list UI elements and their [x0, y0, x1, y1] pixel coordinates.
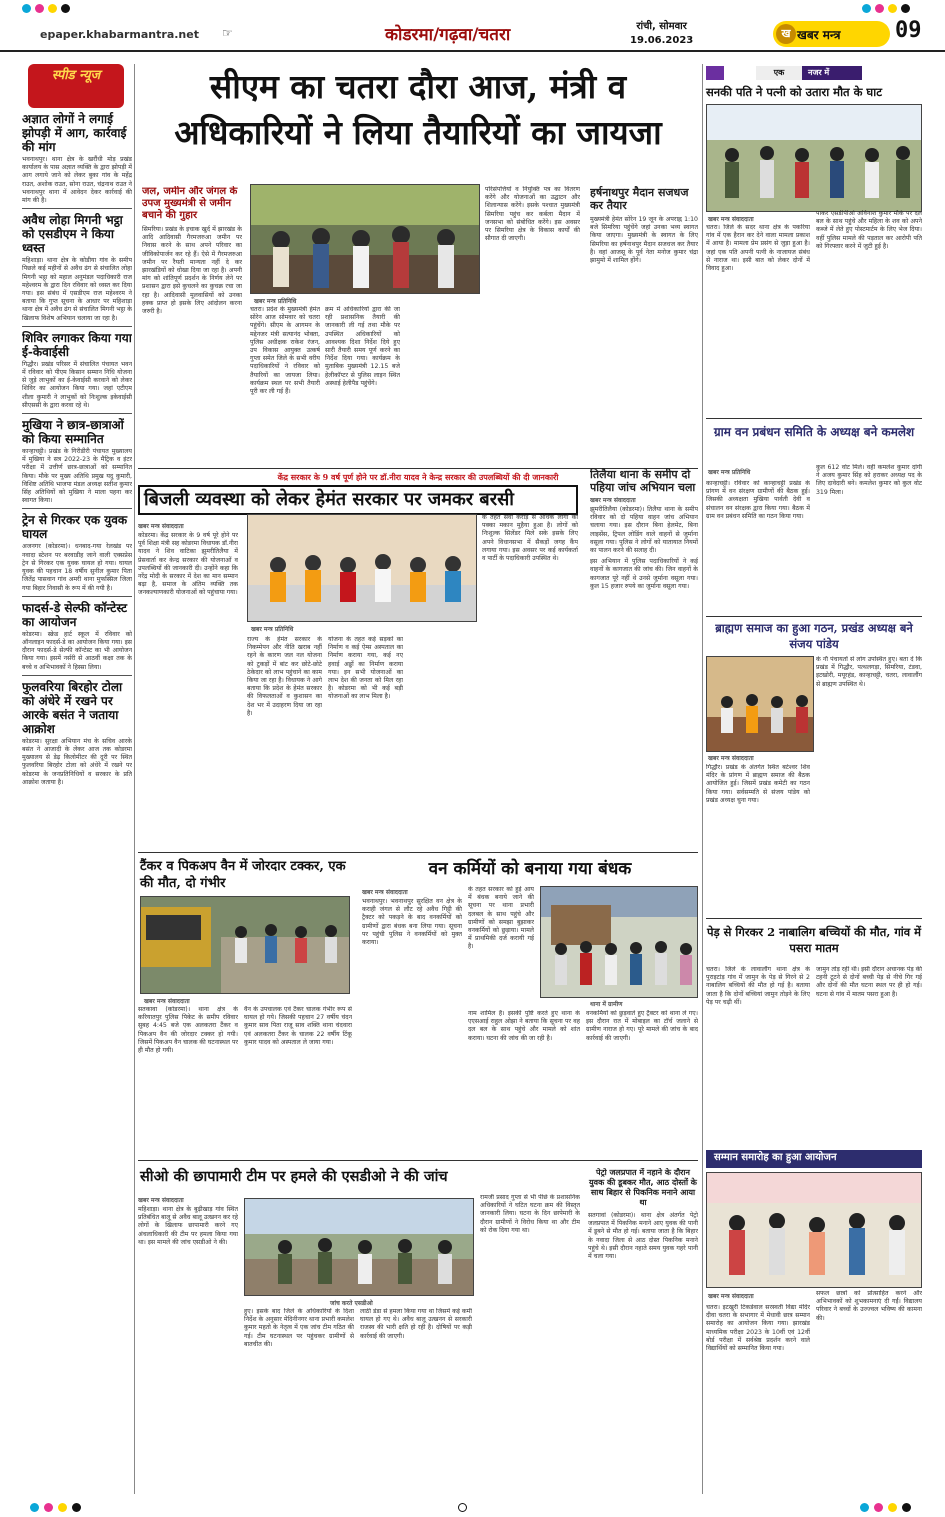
- left-item: [22, 331, 132, 410]
- felicitation-image: [707, 1173, 922, 1288]
- cho-body: रामजी प्रसाद गुप्ता से भी पीछे के प्रशासनिक अधिकारियों ने घटित घटना क्रम की विस्तृत जानकारी लिया। घटना के दिन छापेमारी के दौरान ग्रामीणों ने विरोध किया था और टीम को रोक दिया गया था।: [480, 1194, 580, 1234]
- left-item: [22, 680, 132, 787]
- crowd-police-image: [707, 105, 922, 212]
- accident-image: [141, 897, 350, 994]
- gram-col-a: [706, 480, 810, 612]
- kendra-body: के तहत सवा करोड़ से अधिक लोगों को पक्का मकान मुहैया हुआ है। लोगों को निःशुल्क सिलेंडर मिले सके इसके लिए अपने विधानसभा में सैकड़ों जगह कैंप लगाया गया। इस अवसर पर कई कार्यकर्ता व पार्टी के पदाधिकारी उपस्थित थे।: [482, 514, 578, 563]
- cho-col-b: [244, 1308, 354, 1494]
- registration-mark: [58, 1503, 67, 1512]
- left-item-body: भवनाथपुर। थाना क्षेत्र के खरौंधी मोड़ प्रखंड कार्यालय के पास अज्ञात व्यक्ति के द्वारा झोपड़ी में आग लगाये जाने को लेकर बुका गांव के महेंद्र राउत, अशोक राउत, सोना राउत, चंद्रनाथ राउत ने भवनाथपुर थाना में आवेदन देकर कार्रवाई की मांग की है।: [22, 156, 132, 205]
- lead-side-body: सिमरिया। प्रखंड के इचाक खुर्द में झारखंड के आदि आदिवासी गैरमजरुआ जमीन पर निवास करने के साथ अपने परिवार का जीविकोपार्जन कर रहे हैं। ऐसे में गैरमजरुआ जमीन पर रैयती मान्यता नहीं दे कर झारखंडियों को धोखा दिया जा रहा है। अपनी मांग को शांतिपूर्ण प्रदर्शन के निर्णय लेने पर प्रशासन द्वारा इसे कुचलने का कुचक्र रचा जा रहा है। आदिवासी मूलवासियों को उनका हक्क प्राप्त हो इसके लिए आंदोलन करना जरुरी है।: [142, 226, 242, 316]
- tree-headline: पेड़ से गिरकर 2 नाबालिग बच्चियों की मौत, गांव में पसरा मातम: [706, 925, 922, 955]
- brahman-col-a: [706, 764, 810, 914]
- lead-body-col-c: [485, 186, 580, 466]
- tree-col-a: [706, 966, 810, 1144]
- kendra-col-c: [328, 636, 403, 850]
- lead-side-title: जल, जमीन और जंगल के उपज मुख्यमंत्री से जमीन बचाने की गुहार: [142, 186, 238, 221]
- left-item: [22, 513, 132, 592]
- forest-body: वनकर्मियों को छुड़वाते हुए ट्रैक्टर को थाना ले गए। इस दौरान रात में मोबाइल का टॉर्च जलाने से ग्रामीण नाराज हो गए। पूरे मामले की जांच के बाद कार्रवाई की जाएगी।: [586, 1010, 698, 1042]
- registration-mark: [860, 1503, 869, 1512]
- brahman-body: गिद्धौर। प्रखंड के अंतर्गत स्थित बटेश्वर शिव मंदिर के प्रांगण में ब्राह्मण समाज की बैठक आयोजित हुई। जिसमें प्रखंड कमेटी का गठन किया गया। सर्वसम्मति से संजय पांडेय को प्रखंड अध्यक्ष चुना गया।: [706, 764, 810, 804]
- forest-headline: वन कर्मियों को बनाया गया बंधक: [428, 859, 632, 879]
- samman-body: सफल छात्रों को प्रोत्साहित करने और अभिभावकों को शुभकामनाएं दी गईं। विद्यालय परिवार ने बच्चों के उज्ज्वल भविष्य की कामना की।: [816, 1290, 922, 1322]
- registration-mark: [44, 1503, 53, 1512]
- date: 19.06.2023: [630, 35, 694, 46]
- brahman-headline: ब्राह्मण समाज का हुआ गठन, प्रखंड अध्यक्ष बने संजय पांडेय: [715, 621, 913, 651]
- city-day: रांची, सोमवार: [636, 21, 687, 32]
- tree-body: चतरा। जिले के लावालौंग थाना क्षेत्र के पुराइटांड़ गांव में जामुन के पेड़ से गिरने से 2 नाबालिग बच्चियों की मौत हो गई है। बताया जाता है कि दोनों बच्चियां जामुन तोड़ने के लिए पेड़ पर चढ़ी थीं।: [706, 966, 810, 1006]
- right-top-body: पाकर एसडीपीओ अविनाश कुमार मौके पर दल बल के साथ पहुंचे और महिला के शव को अपने कब्जे में लेते हुए पोस्टमार्टम के लिए भेज दिया। वहीं पुलिस मामले की पड़ताल कर आरोपी पति को गिरफ्तार करने में जुटी हुई है।: [816, 210, 922, 250]
- left-item-body: कोडरमा। स्क्रेड हार्ट स्कूल में रविवार को ऑनलाइन फादर्स-डे का आयोजन किया गया। इस दौरान फादर्स-डे सेल्फी कॉन्टेस्ट का भी आयोजन किया गया। इसमें नर्सरी से आठवीं कक्षा तक के बच्चे व अभिभावकों ने हिस्सा लिया।: [22, 630, 132, 671]
- registration-mark: [72, 1503, 81, 1512]
- meeting-image: [248, 515, 477, 622]
- kendra-col-a: [138, 520, 238, 850]
- registration-mark: [61, 4, 70, 13]
- tempo-photo: [140, 896, 350, 994]
- section-title: कोडरमा/गढ़वा/चतरा: [385, 25, 511, 45]
- tilaiya-story: [590, 468, 698, 848]
- crowd-image: [251, 185, 480, 294]
- cho-col-d: [480, 1194, 580, 1494]
- brahman-body: के नौ पंचायतों से लोग उपस्थित हुए। बता दें कि प्रखंड में गिद्धौर, पत्थलगड़ा, सिमरिया, टंडवा, इटखोरी, मयूरहंड, कान्हाचट्टी, चतरा, लावालौंग से ब्राह्मण उपस्थित थे।: [816, 656, 922, 688]
- samman-col-a: [706, 1304, 810, 1494]
- samman-col-b: [816, 1290, 922, 1494]
- registration-mark: [458, 1503, 467, 1512]
- forest-body: के तहत सरकार को हुई आय में बंधक बनाये जाने की सूचना पर थाना प्रभारी दलबल के साथ पहुंचे और ग्रामीणों को समझा बुझाकर वनकर्मियों को छुड़ाया। मामले में प्राथमिकी दर्ज करायी गई है।: [468, 886, 534, 951]
- samman-body: चतरा। इटखुरी टिकडेवाल सरस्वती विद्या मंदिर दीवा चतरा के सभागार में मेधावी छात्र सम्मान समारोह का आयोजन किया गया। झारखंड माध्यमिक परीक्षा 2023 के 10वीं एवं 12वीं बोर्ड परीक्षा में सर्वश्रेष्ठ प्रदर्शन करने वाले विद्यार्थियों को सम्मानित किया गया।: [706, 1304, 810, 1353]
- registration-mark: [862, 4, 871, 13]
- left-item-body: महिशाड़ा। थाना क्षेत्र के कोडीया गांव के समीप पिछले कई महीनों से अवैध ढंग से संचालित लोहा मिगनी भट्ठा को महाल अनुमंडल पदाधिकारी राज महेश्वरम के द्वारा दिन रविवार को ध्वस्त कर दिया गया। इस संबंध में एसडीएम राज महेश्वरम ने बताया कि गुप्त सूचना के आधार पर महिशाड़ा थाना क्षेत्र में अवैध ढंग से संचालित मिगनी भट्ठा के खिलाफ विशेष अभियान चलाया जा रहा है।: [22, 257, 132, 322]
- registration-mark: [874, 1503, 883, 1512]
- kendra-col-d: [482, 514, 578, 850]
- tag-bar: [706, 66, 724, 80]
- lead-side-column: [142, 186, 242, 466]
- lead-photo: [250, 184, 480, 294]
- registration-mark: [875, 4, 884, 13]
- speed-news-column: [22, 64, 132, 1494]
- registration-mark: [48, 4, 57, 13]
- youth-headline: पेट्रो जलप्रपात में नहाने के दौरान युवक की डूबकर मौत, आठ दोस्तों के साथ बिहार से पिकनिक मनाने आया था: [589, 1168, 697, 1207]
- forest-body: भवनाथपुर। भवनाथपुर सुरक्षित वन क्षेत्र के कराही जंगल से लौट रहे अवैध गिट्टी की ट्रैक्टर को पकड़ने के बाद वनकर्मियों को ग्रामीणों द्वारा बंधक बना लिया गया। सूचना पर पहुंची पुलिस ने वनकर्मियों को मुक्त कराया।: [362, 898, 462, 947]
- samman-photo: [706, 1172, 922, 1288]
- registration-mark: [35, 4, 44, 13]
- left-item: [22, 112, 132, 205]
- tilaiya-headline: तिलैया थाना के समीप दो पहिया जांच अभियान चला: [590, 468, 696, 494]
- kendra-body: योजना के तहत कई सड़कों का निर्माण व कई ऐम्स अस्पताल का निर्माण कराया गया, कई नए हवाई अड्डों का निर्माण कराया गया। इन सभी योजनाओं का लाभ देश की जनता को मिल रहा है। कोडरमा को भी कई बड़ी योजनाओं का लाभ मिला है।: [328, 636, 403, 701]
- forest-body: नाम शामिल है। इसकी पुष्टि करते हुए थाना के एएसआई राहुल ओझा ने बताया कि सूचना पर वह दल बल के साथ पहुंचे और मामले को शांत कराया। घटना की जांच की जा रही है।: [468, 1010, 580, 1042]
- speed-news-badge: स्पीड न्यूज: [28, 64, 124, 108]
- kendra-body: राज्य के हेमंत सरकार के निकम्मेपन और नीति खराब नहीं रहने के कारण जल नल योजना को टुकड़ों में बांट कर छोटे-छोटे ठेकेदार को लाभ पहुंचाने का काम किया जा रहा है। विधायक ने आगे बताया कि प्रदेश के हेमंत सरकार की विफलताओं व कुशासन का देश भर में उदाहरण दिया जा रहा है।: [247, 636, 322, 717]
- lead-box: [590, 186, 698, 466]
- left-item-title: अज्ञात लोगों ने लगाई झोपड़ी में आग, कार्रवाई की मांग: [22, 112, 127, 154]
- brahman-col-b: [816, 656, 922, 914]
- gram-headline: ग्राम वन प्रबंधन समिति के अध्यक्ष बने कमलेश: [713, 425, 915, 439]
- youth-body: सतगावां (कोडरमा)। थाना क्षेत्र अंतर्गत पेट्रो जलप्रपात में पिकनिक मनाने आए युवक की पानी में डूबने से मौत हो गई। बताया जाता है कि बिहार के नवादा जिला से आठ दोस्त पिकनिक मनाने पहुंचे थे। इसी दौरान नहाते समय युवक गहरे पानी में चला गया।: [588, 1212, 698, 1261]
- kendra-kicker: केंद्र सरकार के 9 वर्ष पूर्ण होने पर डॉ.नीरा यादव ने केन्द्र सरकार की उपलब्धियों की दी जानकारी: [277, 472, 559, 482]
- byline: खबर मन्त्र संवाददाता: [138, 1197, 184, 1204]
- lead-body: परिसंपत्तियों व नियुक्ति पत्र का वितरण करेंगे और योजनाओं का उद्घाटन और शिलान्यास करेंगे। इसके पश्चात मुख्यमंत्री सिमरिया पहुंच कर कर्बला मैदान में जनसभा को संबोधित करेंगे। इस अवसर पर सिमरिया क्षेत्र के विकास कार्यों की सौगात दी जाएगी।: [485, 186, 580, 243]
- tempo-col-b: [244, 1006, 352, 1154]
- page-number: 09: [895, 18, 922, 43]
- cho-body: लाठी डंडा से हमला किया गया था जिसमें कई कर्मी घायल हो गए थे। अवैध बालू उत्खनन से सरकारी राजस्व की भारी क्षति हो रही है। दोषियों पर कड़ी कार्रवाई की जाएगी।: [360, 1308, 472, 1340]
- forest-col-d: [586, 1010, 698, 1154]
- left-item-title: शिविर लगाकर किया गया ई-केवाईसी: [22, 330, 132, 359]
- left-item-title: मुखिया ने छात्र-छात्राओं को किया सम्मानित: [22, 418, 124, 447]
- cho-col-c: [360, 1308, 472, 1494]
- photo-caption: खबर मन्त्र प्रतिनिधि: [251, 626, 294, 633]
- lead-body-col-b: [325, 306, 400, 466]
- crowd-at-police-station-image: [541, 887, 698, 998]
- left-item-body: गिद्धौर। प्रखंड परिसर में संचालित पंचायत भवन में रविवार को पीएम किसान सम्मान निधि योजना से जुड़े लाभुकों का ई-केवाईसी करवाने को लेकर शिविर का आयोजन किया गया। जहां एटीएम शीला कुमारी ने लाभुकों को निःशुल्क इकेवाईसी सीएससी के द्वारा करवा रहे थे।: [22, 360, 132, 409]
- lead-body: क्रम में अधिकारियों द्वारा की जा रही प्रशासनिक तैयारी की जानकारी ली गई तथा मौके पर उपस्थित अधिकारियों को आवश्यक दिशा निर्देश दिये हुए सारी तैयारी समय पूर्ण करने का निर्देश दिया गया। कार्यक्रम के मुताबिक मुख्यमंत्री 12.15 बजे हेलीकॉप्टर से पुलिस लाइन स्थित अस्थाई हेलीपैड पहुंचेंगे।: [325, 306, 400, 387]
- lead-headline: सीएम का चतरा दौरा आज, मंत्री व अधिकारियों ने लिया तैयारियों का जायजा: [174, 67, 662, 152]
- left-item: [22, 601, 132, 672]
- cho-headline: सीओ की छापामारी टीम पर हमले की एसडीओ ने की जांच: [140, 1168, 448, 1185]
- ek-label: एक: [756, 66, 802, 80]
- kendra-col-b: [247, 636, 322, 850]
- brand-mark-icon: ख: [776, 24, 796, 44]
- lead-box-title: हर्षनाथपुर मैदान सजधज कर तैयार: [590, 186, 689, 212]
- left-item: [22, 418, 132, 505]
- photo-caption: खबर मन्त्र संवाददाता: [708, 216, 754, 223]
- tempo-body: वैन के उपचालक एवं टैंकर चालक गंभीर रूप से घायल हो गये। जिसकी पहचान 27 वर्षीय चंदन कुमार साव पिता राजू साव शक्ति थाना चंदवारा एवं अलकतरा टैंकर के चालक 22 वर्षीय टिंकू कुमार यादव को अस्पताल ले जाया गया।: [244, 1006, 352, 1046]
- left-item-title: ट्रेन से गिरकर एक युवक घायल: [22, 513, 128, 542]
- registration-mark: [30, 1503, 39, 1512]
- registration-mark: [902, 1503, 911, 1512]
- right-top-col-b: [816, 210, 922, 414]
- byline: खबर मन्त्र संवाददाता: [362, 889, 408, 896]
- cho-body: महिशाड़ा। थाना क्षेत्र के बुढ़ीखाड़ गांव स्थित प्रतिबंधित बालू से अवैध बालू उत्खनन कर रहे लोगों के खिलाफ छापामारी करने गए अंचलाधिकारी की टीम पर हमला किया गया था। इस मामले की जांच एसडीओ ने की।: [138, 1206, 238, 1246]
- registration-mark: [888, 4, 897, 13]
- brand-name: खबर मन्त्र: [797, 28, 841, 42]
- forest-photo: [540, 886, 698, 998]
- lead-body-col-a: [250, 306, 320, 466]
- cho-col-a: [138, 1194, 238, 1494]
- registration-mark: [888, 1503, 897, 1512]
- photo-caption: जांच करते एसडीओ: [330, 1300, 373, 1307]
- nazar-label: नजर में: [802, 66, 862, 80]
- brand-logo: [773, 21, 890, 47]
- cho-body: हुए। इसके बाद जिले के अधिकारियों के दिशा निर्देश के अनुसार मेदिनीनगर थाना प्रभारी कमलेश कुमार महतो के नेतृत्व में एक जांच टीम गठित की गई। टीम घटनास्थल पर पहुंचकर ग्रामीणों से बातचीत की।: [244, 1308, 354, 1348]
- photo-caption: खबर मन्त्र प्रतिनिधि: [708, 469, 751, 476]
- gathering-image: [707, 657, 814, 752]
- forest-col-b: [468, 886, 534, 1002]
- tilaiya-body: झुमरीतिलैया (कोडरमा)। तिलैया थाना के समीप रविवार को दो पहिया वाहन जांच अभियान चलाया गया। इस दौरान बिना हेलमेट, बिना लाइसेंस, ट्रिपल लोडिंग वाले वाहनों से जुर्माना वसूला गया। पुलिस ने लोगों को यातायात नियमों का पालन करने की सलाह दी।: [590, 506, 698, 555]
- right-top-col-a: [706, 224, 810, 414]
- photo-caption: खबर मन्त्र प्रतिनिधि: [254, 298, 297, 305]
- byline: खबर मन्त्र संवाददाता: [138, 523, 184, 530]
- left-item-title: अवैध लोहा मिगनी भट्ठा को एसडीएम ने किया ध्वस्त: [22, 213, 123, 256]
- gram-col-b: [816, 464, 922, 612]
- left-item: [22, 213, 132, 323]
- tempo-body: सतकावा (कोडरमा)। थाना क्षेत्र के करियातपुर पुलिस पिकेट के समीप रविवार सुबह 4:45 बजे एक अलकतरा टैंकर व पिकअप वैन की जोरदार टक्कर हो गयी। जिसमें पिकअप वैन चालक की घटनास्थल पर ही मौत हो गयी।: [138, 1006, 238, 1055]
- forest-col-c: [468, 1010, 580, 1154]
- photo-caption: खबर मन्त्र संवाददाता: [708, 755, 754, 762]
- officials-inspection-image: [245, 1199, 474, 1296]
- registration-mark: [901, 4, 910, 13]
- forest-col-a: [362, 886, 462, 1154]
- kendra-photo: [247, 514, 477, 622]
- tempo-headline: टैंकर व पिकअप वैन में जोरदार टक्कर, एक की मौत, दो गंभीर: [140, 859, 346, 891]
- brahman-photo: [706, 656, 814, 752]
- right-top-body: चतरा। जिले के सदर थाना क्षेत्र के पकरिया गांव में एक हैरान कर देने वाला मामला प्रकाश में आया है। मामला प्रेम प्रसंग से जुड़ा हुआ है। जहां एक पति अपनी पत्नी के नाजायज संबंध से नाराज था। इसी बात को लेकर दोनों में विवाद हुआ।: [706, 224, 810, 273]
- byline: खबर मन्त्र संवाददाता: [590, 497, 636, 504]
- left-item-body: कोडरमा। सुरक्षा अभियान मंच के सचिव आरके बसंत ने आजादी के लेकर आज तक कोडरमा मुख्यालय से डेढ़ किलोमीटर की दूरी पर स्थित फुलवरिया बिरहोर टोला को अंधेरे में रखने पर कोडरमा के जनप्रतिनिधियों व सरकार के प्रति आक्रोश जताया है।: [22, 737, 132, 786]
- cho-photo: [244, 1198, 474, 1296]
- youth-story: [588, 1168, 698, 1494]
- photo-caption: थाना में ग्रामीण: [590, 1001, 623, 1008]
- page-header: [0, 18, 945, 52]
- tempo-col-a: [138, 1006, 238, 1154]
- registration-mark: [22, 4, 31, 13]
- site-url-link[interactable]: epaper.khabarmantra.net: [40, 28, 199, 41]
- tree-col-b: [816, 966, 922, 1144]
- kendra-body: कोडरमा। केंद्र सरकार के 9 वर्ष पूरे होने पर पूर्व शिक्षा मंत्री सह कोडरमा विधायक डॉ.नीरा यादव ने शिव वाटिका झुमरीतिलैया में प्रेसवार्ता कर केन्द्र सरकार की योजनाओं व उपलब्धियों की जानकारी दी। उन्होंने कहा कि नरेंद्र मोदी के सरकार में देश का मान सम्मान बढ़ा है, समाज के अंतिम व्यक्ति तक जनकल्याणकारी योजनाओं को पहुंचाया गया।: [138, 532, 238, 597]
- left-item-body: अजनगर (कोडरमा)। धनबाद-गया रेलखंड पर नवादा स्टेशन पर बरवाडीह जाने वाली एक्सप्रेस ट्रेन से गिरकर एक युवक घायल हो गया। घायल युवक की पहचान 18 वर्षीय सुनील कुमार पिता जितेंद्र पासवान गांव अमरी थाना मुफस्सिल जिला गया बिहार निवासी के रूप में की गयी है।: [22, 543, 132, 592]
- pointer-icon: ☞: [222, 26, 233, 40]
- ek-nazar-tag: [706, 66, 918, 81]
- dateline: [630, 20, 693, 48]
- tree-body: जामुन तोड़ रही थी। इसी दौरान अचानक पेड़ की टहनी टूटने से दोनों बच्ची पेड़ से नीचे गिर गई और दोनों की मौत घटना स्थल पर ही हो गई। घटना से गांव में मातम पसरा हुआ है।: [816, 966, 922, 998]
- kendra-headline: बिजली व्यवस्था को लेकर हेमंत सरकार पर जमकर बरसी: [138, 485, 578, 515]
- samman-headline: सम्मान समारोह का हुआ आयोजन: [706, 1150, 922, 1168]
- right-top-headline: सनकी पति ने पत्नी को उतारा मौत के घाट: [706, 85, 883, 99]
- lead-body: चतरा। प्रदेश के मुख्यमंत्री हेमंत सोरेन आज सोमवार को चतरा पहुंचेंगे। सीएम के आगमन के मद्देनजर मंत्री सत्यानंद भोक्ता, पुलिस अधीक्षक राकेश रंजन, उप विकास आयुक्त उत्कर्ष गुप्ता समेत जिले के सभी वरीय पदाधिकारियों ने रविवार को तैयारियों का जायजा लिया। कार्यक्रम स्थल पर सभी तैयारी पूरी कर ली गई हैं।: [250, 306, 320, 396]
- photo-caption: खबर मन्त्र संवाददाता: [708, 1293, 754, 1300]
- right-top-photo: [706, 104, 922, 212]
- left-item-title: फादर्स-डे सेल्फी कॉन्टेस्ट का आयोजन: [22, 600, 128, 629]
- gram-body: कुल 612 वोट मिले। वहीं कमलेश कुमार दांगी ने अजय कुमार सिंह को हराकर अध्यक्ष पद के लिए दावेदारी बने। कमलेश कुमार को कुल वोट 319 मिला।: [816, 464, 922, 496]
- photo-caption: खबर मन्त्र संवाददाता: [144, 998, 190, 1005]
- left-item-title: फुलवरिया बिरहोर टोला को अंधेरे में रखने पर आरके बसंत ने जताया आक्रोश: [22, 679, 123, 736]
- lead-box-body: मुख्यमंत्री हेमंत सोरेन 19 जून के अपराह्न 1:10 बजे सिमरिया पहुंचेंगे जहां उनका भव्य स्वागत किया जाएगा। मुख्यमंत्री के स्वागत के लिए सिमरिया का हर्षनाथपुर मैदान सजधज कर तैयार है। वहां आजसू के पूर्व नेता मनोज कुमार चंद्रा झामुमो में शामिल होंगे।: [590, 216, 698, 265]
- tilaiya-body: इस अभियान में पुलिस पदाधिकारियों ने कई वाहनों के कागजात की जांच की। जिन वाहनों के कागजात पूरे नहीं थे उनसे जुर्माना वसूला गया। कुल 15 हजार रुपये का जुर्माना वसूला गया।: [590, 558, 698, 590]
- left-item-body: कान्हाचट्टी। प्रखंड के गिरीडीरी पंचायत मुख्यालय में मुखिया ने सत्र 2022-23 के मैट्रिक व इंटर परीक्षा में उत्तीर्ण छात्र-छात्राओं को सम्मानित किया। मौके पर मुख्य अतिथि प्रमुख यदु कुमारी, विशिष्ट अतिथि भाजपा मंडल अध्यक्ष सतीश कुमार सिंह अतिथियों को मुखिया ने माला पहना कर स्वागत किया।: [22, 448, 132, 505]
- gram-body: कान्हाचट्टी। रविवार को कान्हाचट्टी प्रखंड के प्रांगण में वन संरक्षण ग्रामीणों की बैठक हुई। जिसकी अध्यक्षता मुखिया पार्वती देवी व संचालन वन संरक्षक द्वारा किया गया। बैठक में ग्राम वन प्रबंधन समिति का गठन किया गया।: [706, 480, 810, 520]
